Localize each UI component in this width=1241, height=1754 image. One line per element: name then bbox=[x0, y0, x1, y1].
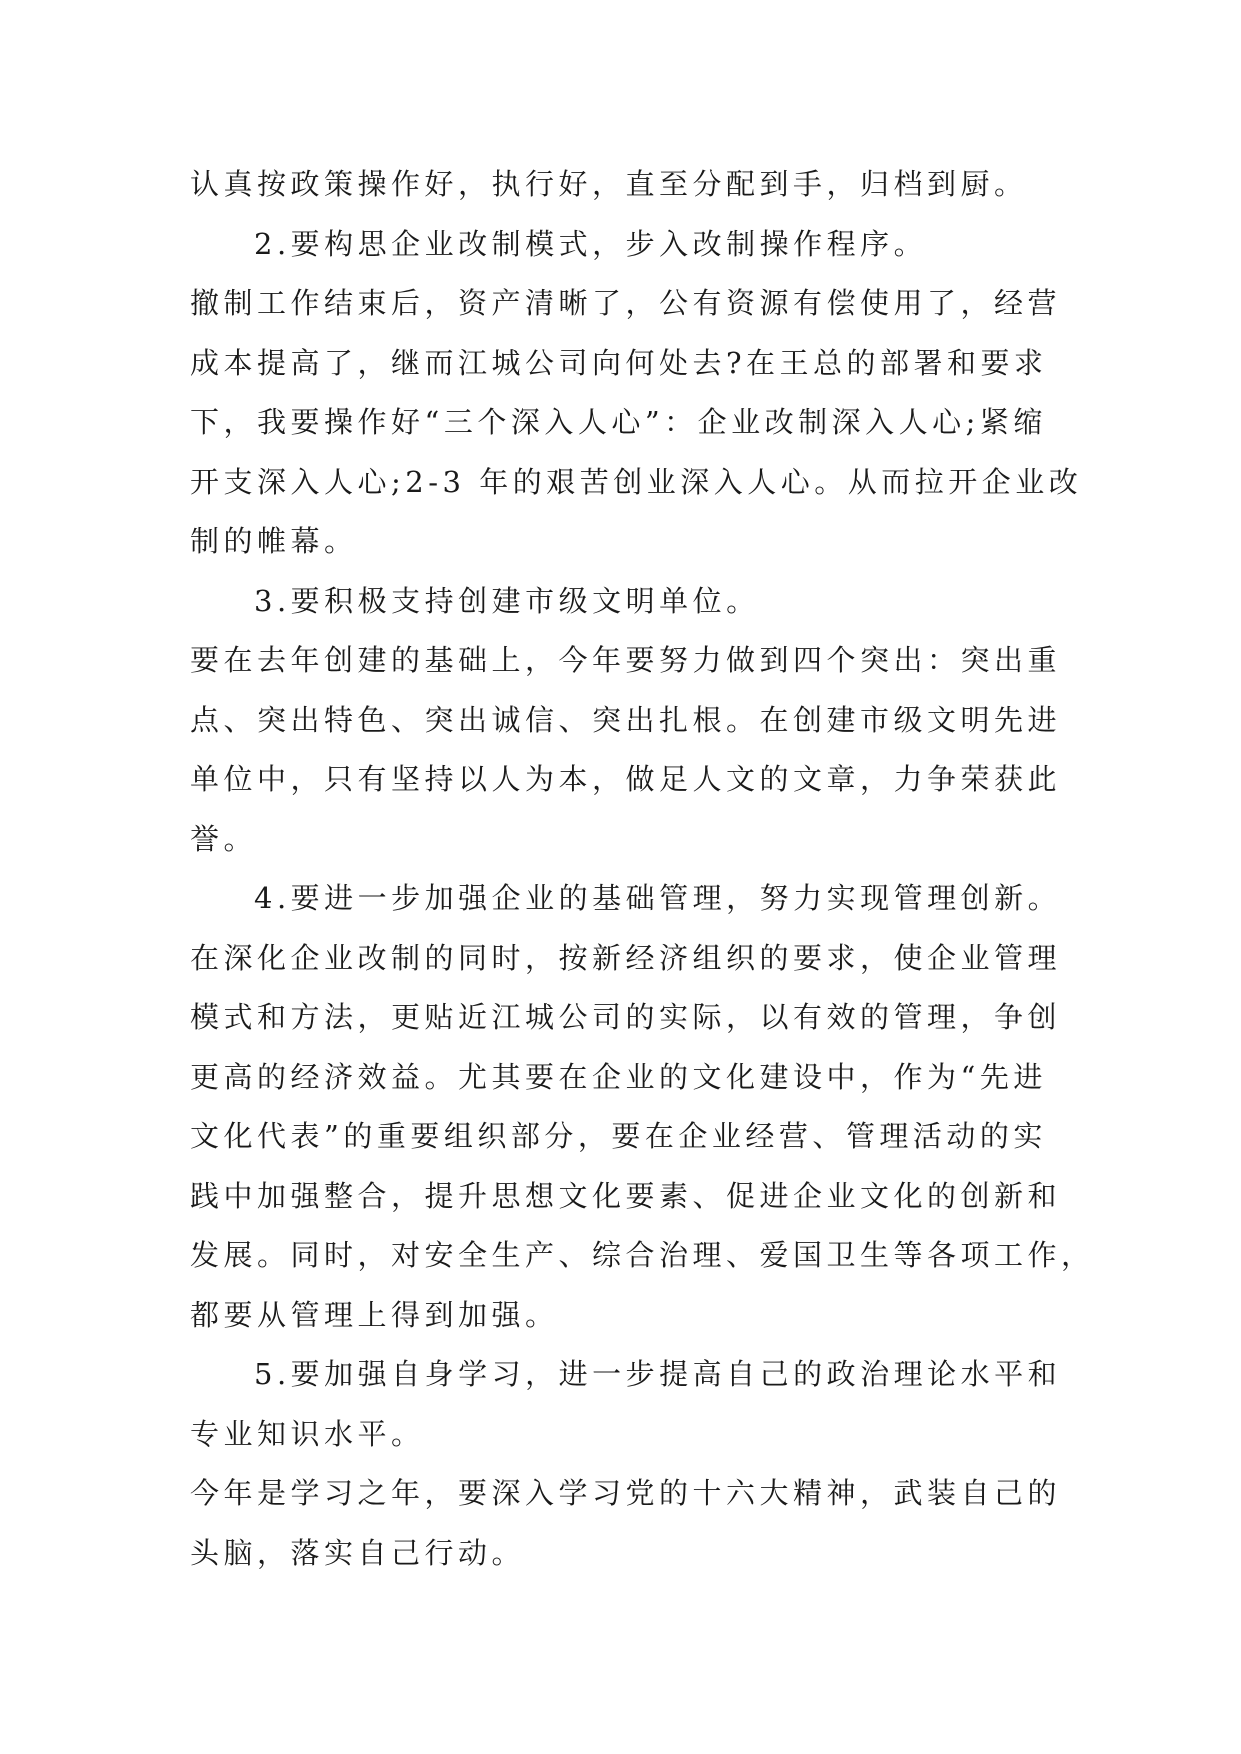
paragraph-line: 成本提高了，继而江城公司向何处去?在王总的部署和要求 bbox=[190, 345, 1048, 380]
paragraph-line: 更高的经济效益。尤其要在企业的文化建设中，作为“先进 bbox=[190, 1059, 1047, 1094]
paragraph-line: 制的帷幕。 bbox=[190, 524, 358, 558]
paragraph-line: 下，我要操作好“三个深入人心”：企业改制深入人心;紧缩 bbox=[190, 405, 1047, 439]
section-heading-line: 3.要积极支持创建市级文明单位。 bbox=[254, 583, 760, 618]
paragraph-line: 点、突出特色、突出诚信、突出扎根。在创建市级文明先进 bbox=[190, 702, 1062, 737]
section-heading-line: 2.要构思企业改制模式，步入改制操作程序。 bbox=[254, 226, 928, 261]
paragraph-line: 要在去年创建的基础上，今年要努力做到四个突出：突出重 bbox=[190, 643, 1062, 677]
paragraph-line: 专业知识水平。 bbox=[190, 1416, 425, 1451]
paragraph-line: 今年是学习之年，要深入学习党的十六大精神，武装自己的 bbox=[190, 1476, 1062, 1510]
section-heading-line: 4.要进一步加强企业的基础管理，努力实现管理创新。 bbox=[254, 881, 1062, 915]
paragraph-line: 发展。同时，对安全生产、综合治理、爱国卫生等各项工作， bbox=[190, 1238, 1095, 1272]
paragraph-line: 撤制工作结束后，资产清晰了，公有资源有偿使用了，经营 bbox=[190, 286, 1062, 320]
paragraph-line: 文化代表”的重要组织部分，要在企业经营、管理活动的实 bbox=[190, 1119, 1047, 1153]
paragraph-line: 开支深入人心;2-3 年的艰苦创业深入人心。从而拉开企业改 bbox=[190, 464, 1083, 499]
paragraph-line: 践中加强整合，提升思想文化要素、促进企业文化的创新和 bbox=[190, 1178, 1062, 1213]
paragraph-line: 认真按政策操作好，执行好，直至分配到手，归档到厨。 bbox=[190, 167, 1028, 201]
paragraph-line: 头脑，落实自己行动。 bbox=[190, 1535, 526, 1570]
paragraph-line: 模式和方法，更贴近江城公司的实际，以有效的管理，争创 bbox=[190, 1000, 1062, 1034]
paragraph-line: 单位中，只有坚持以人为本，做足人文的文章，力争荣获此 bbox=[190, 762, 1062, 796]
paragraph-line: 都要从管理上得到加强。 bbox=[190, 1297, 559, 1332]
paragraph-line: 在深化企业改制的同时，按新经济组织的要求，使企业管理 bbox=[190, 940, 1062, 975]
document-body bbox=[190, 155, 1095, 1583]
paragraph-line: 誉。 bbox=[190, 821, 258, 856]
section-heading-line: 5.要加强自身学习，进一步提高自己的政治理论水平和 bbox=[254, 1357, 1062, 1391]
